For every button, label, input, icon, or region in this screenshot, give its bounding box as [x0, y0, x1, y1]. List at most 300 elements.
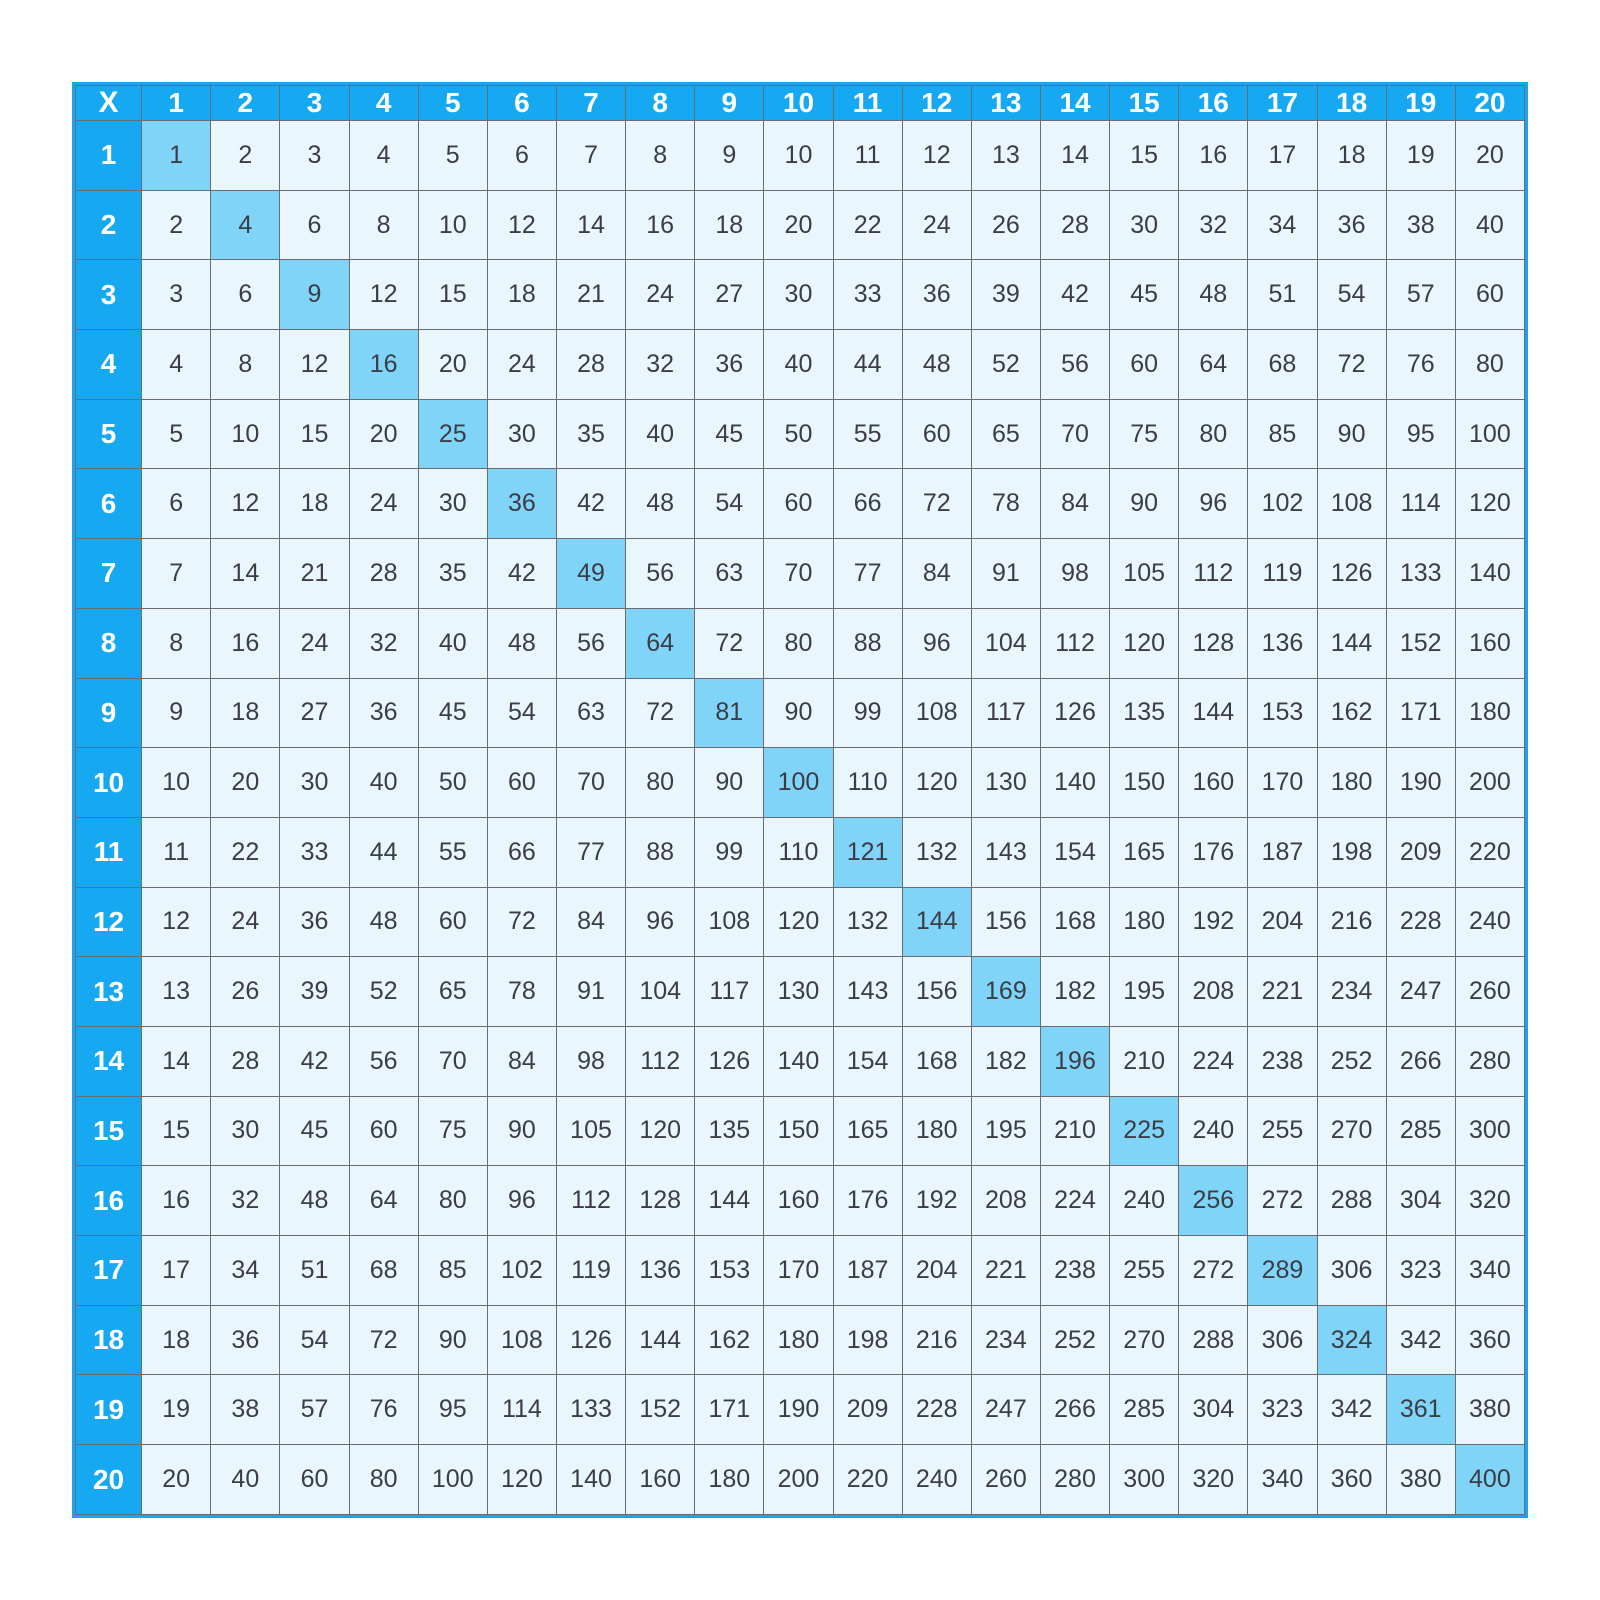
product-cell: 176	[1179, 817, 1248, 887]
product-cell: 120	[626, 1096, 695, 1166]
product-cell: 56	[626, 539, 695, 609]
product-cell: 24	[487, 330, 556, 400]
product-cell: 28	[1040, 190, 1109, 260]
row-header-4: 4	[76, 330, 142, 400]
product-cell: 255	[1248, 1096, 1317, 1166]
product-cell: 64	[349, 1166, 418, 1236]
product-cell: 72	[487, 887, 556, 957]
product-cell: 304	[1179, 1375, 1248, 1445]
product-cell: 154	[833, 1026, 902, 1096]
product-cell: 190	[1386, 748, 1455, 818]
product-cell: 135	[1110, 678, 1179, 748]
product-cell: 63	[556, 678, 625, 748]
product-cell: 66	[487, 817, 556, 887]
product-cell: 77	[556, 817, 625, 887]
product-cell: 65	[971, 399, 1040, 469]
product-cell: 5	[418, 121, 487, 191]
product-cell: 21	[280, 539, 349, 609]
product-cell: 130	[764, 957, 833, 1027]
product-cell: 30	[211, 1096, 280, 1166]
product-cell-square: 9	[280, 260, 349, 330]
row-header-11: 11	[76, 817, 142, 887]
product-cell: 52	[971, 330, 1040, 400]
product-cell: 270	[1110, 1305, 1179, 1375]
product-cell: 10	[418, 190, 487, 260]
product-cell: 27	[280, 678, 349, 748]
product-cell: 98	[556, 1026, 625, 1096]
product-cell: 153	[1248, 678, 1317, 748]
product-cell: 48	[626, 469, 695, 539]
column-header-8: 8	[626, 86, 695, 121]
column-header-6: 6	[487, 86, 556, 121]
product-cell: 34	[1248, 190, 1317, 260]
product-cell-square: 121	[833, 817, 902, 887]
product-cell: 360	[1455, 1305, 1524, 1375]
product-cell: 45	[280, 1096, 349, 1166]
product-cell-square: 196	[1040, 1026, 1109, 1096]
product-cell: 16	[211, 608, 280, 678]
product-cell: 22	[833, 190, 902, 260]
product-cell: 19	[142, 1375, 211, 1445]
product-cell: 228	[1386, 887, 1455, 957]
product-cell: 360	[1317, 1445, 1386, 1515]
column-header-13: 13	[971, 86, 1040, 121]
product-cell: 24	[626, 260, 695, 330]
product-cell: 170	[764, 1236, 833, 1306]
product-cell: 54	[695, 469, 764, 539]
product-cell: 26	[211, 957, 280, 1027]
product-cell: 48	[902, 330, 971, 400]
product-cell: 6	[280, 190, 349, 260]
product-cell: 204	[1248, 887, 1317, 957]
row-header-17: 17	[76, 1236, 142, 1306]
product-cell: 204	[902, 1236, 971, 1306]
product-cell: 340	[1248, 1445, 1317, 1515]
product-cell: 234	[1317, 957, 1386, 1027]
table-row	[76, 469, 1525, 539]
product-cell: 300	[1110, 1445, 1179, 1515]
product-cell-square: 169	[971, 957, 1040, 1027]
product-cell: 91	[971, 539, 1040, 609]
product-cell: 56	[349, 1026, 418, 1096]
product-cell-square: 225	[1110, 1096, 1179, 1166]
column-header-2: 2	[211, 86, 280, 121]
product-cell: 16	[142, 1166, 211, 1236]
product-cell: 50	[418, 748, 487, 818]
product-cell: 260	[971, 1445, 1040, 1515]
product-cell: 210	[1040, 1096, 1109, 1166]
product-cell: 171	[695, 1375, 764, 1445]
product-cell: 30	[764, 260, 833, 330]
column-header-4: 4	[349, 86, 418, 121]
table-row	[76, 260, 1525, 330]
product-cell: 18	[142, 1305, 211, 1375]
product-cell: 168	[1040, 887, 1109, 957]
product-cell: 32	[349, 608, 418, 678]
table-row	[76, 887, 1525, 957]
product-cell: 44	[349, 817, 418, 887]
product-cell: 152	[626, 1375, 695, 1445]
product-cell: 160	[764, 1166, 833, 1236]
product-cell: 187	[833, 1236, 902, 1306]
product-cell: 28	[556, 330, 625, 400]
product-cell: 16	[1179, 121, 1248, 191]
row-header-6: 6	[76, 469, 142, 539]
column-header-3: 3	[280, 86, 349, 121]
product-cell: 26	[971, 190, 1040, 260]
product-cell: 51	[1248, 260, 1317, 330]
product-cell: 320	[1179, 1445, 1248, 1515]
product-cell: 120	[764, 887, 833, 957]
product-cell: 88	[626, 817, 695, 887]
product-cell: 144	[1179, 678, 1248, 748]
product-cell: 112	[1179, 539, 1248, 609]
product-cell: 60	[418, 887, 487, 957]
product-cell: 40	[418, 608, 487, 678]
product-cell: 180	[764, 1305, 833, 1375]
product-cell: 208	[971, 1166, 1040, 1236]
product-cell: 12	[211, 469, 280, 539]
product-cell: 42	[487, 539, 556, 609]
table-row	[76, 957, 1525, 1027]
product-cell: 20	[418, 330, 487, 400]
product-cell: 180	[1110, 887, 1179, 957]
product-cell: 66	[833, 469, 902, 539]
product-cell: 20	[1455, 121, 1524, 191]
product-cell: 192	[902, 1166, 971, 1236]
product-cell: 306	[1317, 1236, 1386, 1306]
product-cell: 165	[833, 1096, 902, 1166]
product-cell: 80	[349, 1445, 418, 1515]
product-cell: 160	[1455, 608, 1524, 678]
product-cell: 306	[1248, 1305, 1317, 1375]
column-header-10: 10	[764, 86, 833, 121]
product-cell: 20	[764, 190, 833, 260]
product-cell: 54	[280, 1305, 349, 1375]
product-cell: 117	[971, 678, 1040, 748]
table-body	[76, 121, 1525, 1515]
product-cell: 100	[418, 1445, 487, 1515]
product-cell: 99	[695, 817, 764, 887]
product-cell: 208	[1179, 957, 1248, 1027]
product-cell: 11	[142, 817, 211, 887]
product-cell: 280	[1455, 1026, 1524, 1096]
product-cell: 45	[418, 678, 487, 748]
product-cell: 285	[1110, 1375, 1179, 1445]
product-cell: 8	[142, 608, 211, 678]
product-cell: 192	[1179, 887, 1248, 957]
product-cell: 85	[1248, 399, 1317, 469]
product-cell: 16	[626, 190, 695, 260]
product-cell: 140	[1040, 748, 1109, 818]
product-cell: 182	[1040, 957, 1109, 1027]
column-header-20: 20	[1455, 86, 1524, 121]
product-cell: 15	[142, 1096, 211, 1166]
product-cell: 10	[764, 121, 833, 191]
product-cell: 6	[211, 260, 280, 330]
product-cell: 35	[556, 399, 625, 469]
product-cell: 32	[1179, 190, 1248, 260]
product-cell: 80	[1455, 330, 1524, 400]
product-cell: 144	[1317, 608, 1386, 678]
product-cell: 48	[280, 1166, 349, 1236]
product-cell: 55	[418, 817, 487, 887]
product-cell: 221	[971, 1236, 1040, 1306]
product-cell: 168	[902, 1026, 971, 1096]
product-cell: 252	[1040, 1305, 1109, 1375]
product-cell: 180	[1455, 678, 1524, 748]
row-header-13: 13	[76, 957, 142, 1027]
product-cell: 95	[418, 1375, 487, 1445]
product-cell: 15	[418, 260, 487, 330]
product-cell-square: 16	[349, 330, 418, 400]
product-cell: 126	[556, 1305, 625, 1375]
product-cell: 12	[902, 121, 971, 191]
table-row	[76, 399, 1525, 469]
product-cell: 12	[487, 190, 556, 260]
product-cell: 15	[280, 399, 349, 469]
product-cell: 72	[902, 469, 971, 539]
product-cell: 90	[1110, 469, 1179, 539]
product-cell: 20	[142, 1445, 211, 1515]
product-cell: 36	[280, 887, 349, 957]
product-cell: 133	[1386, 539, 1455, 609]
product-cell: 228	[902, 1375, 971, 1445]
product-cell: 42	[280, 1026, 349, 1096]
product-cell: 70	[556, 748, 625, 818]
product-cell: 6	[487, 121, 556, 191]
product-cell: 260	[1455, 957, 1524, 1027]
row-header-10: 10	[76, 748, 142, 818]
product-cell: 60	[280, 1445, 349, 1515]
product-cell: 288	[1317, 1166, 1386, 1236]
product-cell: 266	[1040, 1375, 1109, 1445]
product-cell: 54	[487, 678, 556, 748]
product-cell: 39	[280, 957, 349, 1027]
product-cell: 9	[142, 678, 211, 748]
product-cell: 72	[695, 608, 764, 678]
product-cell: 68	[1248, 330, 1317, 400]
product-cell: 96	[902, 608, 971, 678]
product-cell: 65	[418, 957, 487, 1027]
product-cell: 120	[487, 1445, 556, 1515]
product-cell: 72	[1317, 330, 1386, 400]
product-cell: 33	[833, 260, 902, 330]
product-cell: 99	[833, 678, 902, 748]
product-cell-square: 144	[902, 887, 971, 957]
product-cell: 57	[1386, 260, 1455, 330]
product-cell: 60	[487, 748, 556, 818]
product-cell: 272	[1248, 1166, 1317, 1236]
product-cell: 68	[349, 1236, 418, 1306]
product-cell: 80	[1179, 399, 1248, 469]
product-cell: 108	[902, 678, 971, 748]
product-cell: 40	[626, 399, 695, 469]
product-cell: 198	[833, 1305, 902, 1375]
product-cell: 96	[1179, 469, 1248, 539]
product-cell: 195	[971, 1096, 1040, 1166]
product-cell-square: 400	[1455, 1445, 1524, 1515]
product-cell: 8	[349, 190, 418, 260]
row-header-14: 14	[76, 1026, 142, 1096]
product-cell: 150	[1110, 748, 1179, 818]
product-cell: 40	[764, 330, 833, 400]
product-cell: 270	[1317, 1096, 1386, 1166]
product-cell: 323	[1386, 1236, 1455, 1306]
product-cell: 10	[142, 748, 211, 818]
product-cell: 27	[695, 260, 764, 330]
product-cell-square: 64	[626, 608, 695, 678]
product-cell: 280	[1040, 1445, 1109, 1515]
corner-cell: X	[76, 86, 142, 121]
product-cell: 152	[1386, 608, 1455, 678]
product-cell: 12	[280, 330, 349, 400]
row-header-5: 5	[76, 399, 142, 469]
product-cell: 30	[280, 748, 349, 818]
product-cell: 252	[1317, 1026, 1386, 1096]
product-cell: 6	[142, 469, 211, 539]
table-row	[76, 1166, 1525, 1236]
product-cell: 105	[556, 1096, 625, 1166]
product-cell: 180	[1317, 748, 1386, 818]
product-cell: 45	[695, 399, 764, 469]
product-cell: 84	[487, 1026, 556, 1096]
product-cell: 120	[1455, 469, 1524, 539]
product-cell: 135	[695, 1096, 764, 1166]
product-cell: 38	[211, 1375, 280, 1445]
product-cell: 2	[211, 121, 280, 191]
product-cell: 84	[1040, 469, 1109, 539]
product-cell: 340	[1455, 1236, 1524, 1306]
product-cell: 119	[556, 1236, 625, 1306]
product-cell: 14	[556, 190, 625, 260]
product-cell: 36	[1317, 190, 1386, 260]
table-row	[76, 678, 1525, 748]
product-cell: 162	[695, 1305, 764, 1375]
product-cell: 130	[971, 748, 1040, 818]
product-cell-square: 81	[695, 678, 764, 748]
product-cell: 209	[1386, 817, 1455, 887]
multiplication-table-container	[72, 82, 1528, 1518]
product-cell: 110	[764, 817, 833, 887]
product-cell: 56	[556, 608, 625, 678]
product-cell: 216	[902, 1305, 971, 1375]
column-header-12: 12	[902, 86, 971, 121]
product-cell: 126	[1317, 539, 1386, 609]
product-cell-square: 25	[418, 399, 487, 469]
product-cell: 36	[211, 1305, 280, 1375]
product-cell: 78	[487, 957, 556, 1027]
product-cell: 126	[695, 1026, 764, 1096]
table-row	[76, 121, 1525, 191]
product-cell-square: 100	[764, 748, 833, 818]
product-cell: 120	[1110, 608, 1179, 678]
product-cell: 48	[349, 887, 418, 957]
product-cell: 102	[1248, 469, 1317, 539]
row-header-12: 12	[76, 887, 142, 957]
table-row	[76, 1236, 1525, 1306]
product-cell: 3	[142, 260, 211, 330]
row-header-20: 20	[76, 1445, 142, 1515]
product-cell: 3	[280, 121, 349, 191]
product-cell: 90	[695, 748, 764, 818]
product-cell: 119	[1248, 539, 1317, 609]
product-cell-square: 256	[1179, 1166, 1248, 1236]
product-cell-square: 4	[211, 190, 280, 260]
product-cell: 104	[971, 608, 1040, 678]
product-cell: 114	[487, 1375, 556, 1445]
product-cell: 12	[349, 260, 418, 330]
product-cell: 153	[695, 1236, 764, 1306]
product-cell: 40	[349, 748, 418, 818]
product-cell: 162	[1317, 678, 1386, 748]
product-cell: 255	[1110, 1236, 1179, 1306]
product-cell: 80	[764, 608, 833, 678]
product-cell: 170	[1248, 748, 1317, 818]
product-cell: 20	[349, 399, 418, 469]
product-cell: 36	[349, 678, 418, 748]
row-header-2: 2	[76, 190, 142, 260]
product-cell: 120	[902, 748, 971, 818]
product-cell: 75	[418, 1096, 487, 1166]
product-cell: 114	[1386, 469, 1455, 539]
product-cell-square: 49	[556, 539, 625, 609]
product-cell: 220	[833, 1445, 902, 1515]
product-cell-square: 289	[1248, 1236, 1317, 1306]
product-cell: 30	[1110, 190, 1179, 260]
product-cell: 209	[833, 1375, 902, 1445]
product-cell: 154	[1040, 817, 1109, 887]
product-cell: 144	[695, 1166, 764, 1236]
product-cell: 221	[1248, 957, 1317, 1027]
product-cell: 133	[556, 1375, 625, 1445]
product-cell: 20	[211, 748, 280, 818]
product-cell: 45	[1110, 260, 1179, 330]
product-cell: 48	[1179, 260, 1248, 330]
product-cell: 52	[349, 957, 418, 1027]
product-cell: 140	[764, 1026, 833, 1096]
product-cell: 224	[1179, 1026, 1248, 1096]
product-cell: 17	[1248, 121, 1317, 191]
product-cell: 18	[211, 678, 280, 748]
product-cell: 13	[142, 957, 211, 1027]
product-cell: 182	[971, 1026, 1040, 1096]
product-cell: 21	[556, 260, 625, 330]
product-cell: 247	[1386, 957, 1455, 1027]
product-cell: 76	[349, 1375, 418, 1445]
product-cell: 30	[487, 399, 556, 469]
product-cell: 136	[626, 1236, 695, 1306]
product-cell: 36	[902, 260, 971, 330]
product-cell: 72	[349, 1305, 418, 1375]
product-cell: 22	[211, 817, 280, 887]
product-cell: 14	[211, 539, 280, 609]
product-cell: 380	[1386, 1445, 1455, 1515]
product-cell: 200	[764, 1445, 833, 1515]
product-cell: 85	[418, 1236, 487, 1306]
column-header-18: 18	[1317, 86, 1386, 121]
product-cell: 143	[833, 957, 902, 1027]
product-cell: 8	[211, 330, 280, 400]
table-header	[76, 86, 1525, 121]
product-cell: 234	[971, 1305, 1040, 1375]
product-cell: 76	[1386, 330, 1455, 400]
product-cell: 156	[902, 957, 971, 1027]
product-cell: 200	[1455, 748, 1524, 818]
product-cell: 304	[1386, 1166, 1455, 1236]
product-cell: 18	[280, 469, 349, 539]
product-cell: 132	[833, 887, 902, 957]
